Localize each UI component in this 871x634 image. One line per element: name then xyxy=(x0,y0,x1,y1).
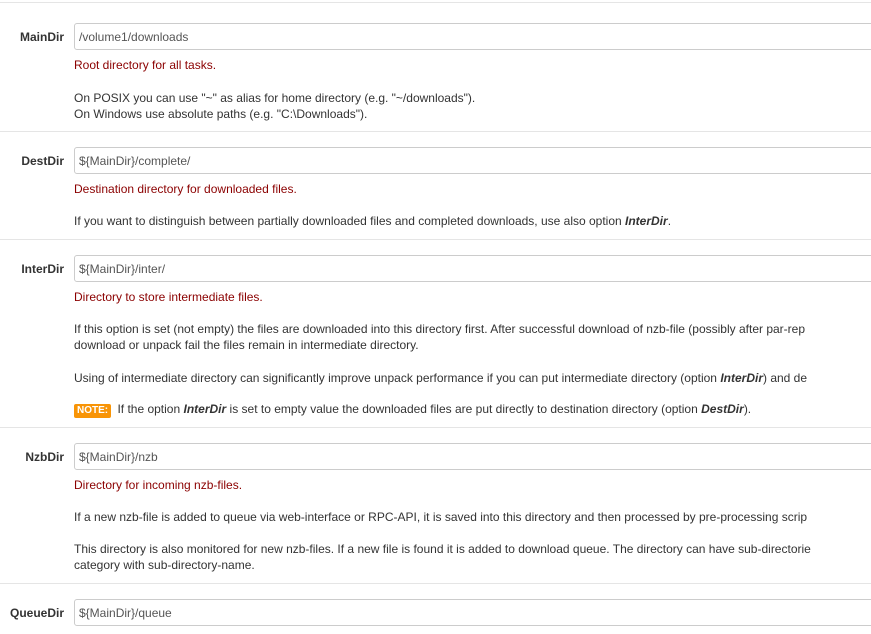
option-label: NzbDir xyxy=(25,450,64,464)
option-description-line: If this option is set (not empty) the files are downloaded into this directory first. After successful download of nzb-file (possibly after par-rep xyxy=(74,322,806,336)
text-segment: Using of intermediate directory can significantly improve unpack performance if you can put intermediate directory (option xyxy=(74,371,721,385)
option-short-description: Directory for incoming nzb-files. xyxy=(74,478,243,492)
text-segment: If the option xyxy=(114,402,184,416)
option-label: DestDir xyxy=(21,154,64,168)
text-segment: ) and de xyxy=(763,371,808,385)
option-description-line: If a new nzb-file is added to queue via web-interface or RPC-API, it is saved into this directory and then processed by pre-processing scrip xyxy=(74,510,808,524)
option-label: MainDir xyxy=(19,30,64,44)
option-short-description: Directory to store intermediate files. xyxy=(74,290,263,304)
separator xyxy=(0,2,871,3)
separator xyxy=(0,239,871,240)
option-reference: InterDir xyxy=(720,371,763,385)
text-segment: is set to empty value the downloaded files are put directly to destination directory (option xyxy=(226,402,702,416)
text-segment: If you want to distinguish between partially downloaded files and completed downloads, use also option xyxy=(74,214,626,228)
nzbdir-input[interactable] xyxy=(74,443,871,470)
separator xyxy=(0,427,871,428)
option-description-line: On POSIX you can use "~" as alias for home directory (e.g. "~/downloads"). xyxy=(74,91,476,105)
option-reference: DestDir xyxy=(701,402,744,416)
option-description-line: download or unpack fail the files remain in intermediate directory. xyxy=(74,338,419,352)
separator xyxy=(0,583,871,584)
note-badge: NOTE: xyxy=(74,404,111,418)
option-description-line: This directory is also monitored for new nzb-files. If a new file is found it is added to download queue. The directory can have sub-directorie xyxy=(74,542,811,556)
option-short-description: Root directory for all tasks. xyxy=(74,58,217,72)
option-reference: InterDir xyxy=(625,214,668,228)
note-line xyxy=(74,401,751,418)
option-label: InterDir xyxy=(21,262,64,276)
text-segment: . xyxy=(667,214,672,228)
maindir-input[interactable] xyxy=(74,23,871,50)
option-reference: InterDir xyxy=(183,402,227,416)
option-short-description: Destination directory for downloaded files. xyxy=(74,182,297,196)
separator xyxy=(0,131,871,132)
destdir-input[interactable] xyxy=(74,147,871,174)
option-label: QueueDir xyxy=(9,606,64,620)
text-segment: ). xyxy=(743,402,752,416)
option-description-line xyxy=(74,370,807,386)
option-description-line: category with sub-directory-name. xyxy=(74,558,255,572)
queuedir-input[interactable] xyxy=(74,599,871,626)
option-description-line xyxy=(74,213,671,229)
option-description-line: On Windows use absolute paths (e.g. "C:\Downloads"). xyxy=(74,107,368,121)
interdir-input[interactable] xyxy=(74,255,871,282)
